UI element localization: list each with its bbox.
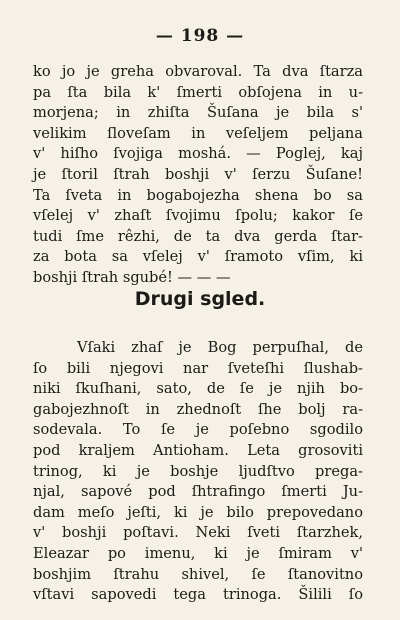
text-line: za bota sa vſelej v' ſramoto vſim, ki <box>33 248 363 266</box>
text-line: boshjim ſtrahu shivel, ſe ſtanovitno <box>33 565 363 583</box>
text-line: tudi ſme rêzhi, de ta dva gerda ſtar- <box>33 227 363 245</box>
text-line: trinog, ki je boshje ljudſtvo prega- <box>33 462 363 480</box>
page-number: — 198 — <box>155 26 245 46</box>
section-heading: Drugi sgled. <box>134 288 266 310</box>
paragraph-susana-ending <box>33 62 363 289</box>
text-line: je ſtoril ſtrah boshji v' ſerzu Šuſane! <box>33 165 363 183</box>
text-line: v' hiſho ſvojiga moshá. — Poglej, kaj <box>33 145 363 163</box>
text-line: dam meſo jeſti, ki je bilo prepovedano <box>33 503 363 521</box>
text-line: niki ſkuſhani, sato, de ſe je njih bo- <box>33 380 363 398</box>
text-line: gabojezhnoſt in zhednoſt ſhe bolj ra- <box>33 400 363 418</box>
text-line: Ta ſveta in bogabojezha shena bo sa <box>33 186 363 204</box>
text-line: njal, sapové pod ſhtrafingo ſmerti Ju- <box>33 483 363 501</box>
text-line: morjena; in zhiſta Šuſana je bila s' <box>33 104 363 122</box>
text-line: velikim ſloveſam in veſeljem peljana <box>33 124 363 142</box>
text-line: boshji ſtrah sgubé! — — — <box>33 268 231 286</box>
text-line: Vſaki zhaſ je Bog perpuſhal, de <box>77 339 363 356</box>
text-line: Eleazar po imenu, ki je ſmiram v' <box>33 544 363 562</box>
text-line: ko jo je greha obvaroval. Ta dva ſtarza <box>33 63 363 80</box>
text-line: vſtavi sapovedi tega trinoga. Šilili ſo <box>33 586 363 604</box>
text-line: sodevala. To ſe je poſebno sgodilo <box>33 421 363 439</box>
text-line: ſo bili njegovi nar ſveteſhi ſlushab- <box>33 359 363 377</box>
text-line: pa ſta bila k' ſmerti obſojena in u- <box>33 83 363 101</box>
text-line: vſelej v' zhaſt ſvojimu ſpolu; kakor ſe <box>33 207 363 225</box>
paragraph-drugi-sgled <box>33 338 363 606</box>
text-line: v' boshji poſtavi. Neki ſveti ſtarzhek, <box>33 524 363 542</box>
text-line: pod kraljem Antioham. Leta grosoviti <box>33 441 363 459</box>
